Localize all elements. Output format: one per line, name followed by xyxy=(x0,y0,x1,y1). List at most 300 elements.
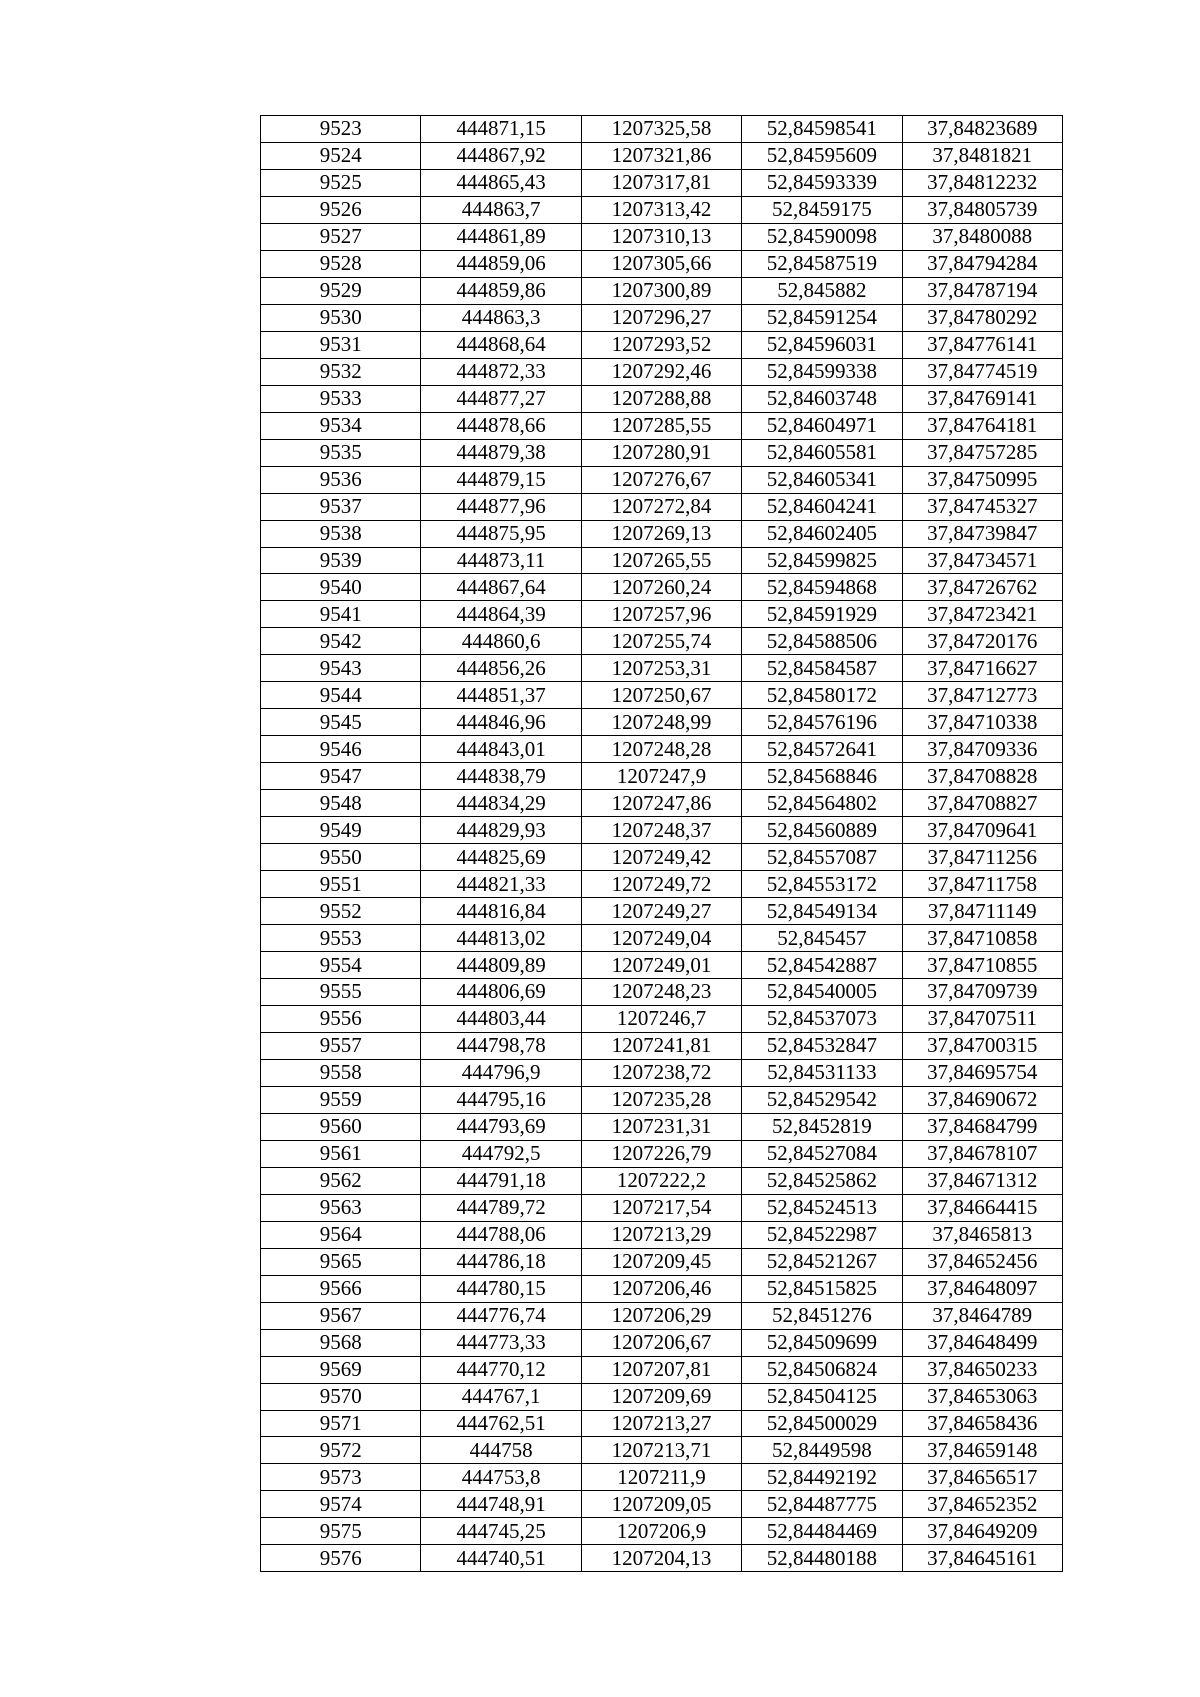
table-row xyxy=(261,1518,1063,1545)
x-coordinate-cell: 444770,12 xyxy=(421,1356,581,1383)
y-coordinate-cell: 1207206,9 xyxy=(581,1518,741,1545)
table-row xyxy=(261,1410,1063,1437)
latitude-cell: 52,84509699 xyxy=(742,1329,902,1356)
x-coordinate-cell: 444813,02 xyxy=(421,925,581,952)
latitude-cell: 52,84591929 xyxy=(742,601,902,628)
longitude-cell: 37,84653063 xyxy=(902,1383,1062,1410)
point-number-cell: 9555 xyxy=(261,979,421,1006)
table-row xyxy=(261,1113,1063,1140)
latitude-cell: 52,84506824 xyxy=(742,1356,902,1383)
x-coordinate-cell: 444863,7 xyxy=(421,196,581,223)
table-row xyxy=(261,358,1063,385)
y-coordinate-cell: 1207217,54 xyxy=(581,1194,741,1221)
longitude-cell: 37,84780292 xyxy=(902,304,1062,331)
table-row xyxy=(261,871,1063,898)
point-number-cell: 9539 xyxy=(261,547,421,574)
latitude-cell: 52,84568846 xyxy=(742,763,902,790)
y-coordinate-cell: 1207246,7 xyxy=(581,1005,741,1032)
y-coordinate-cell: 1207249,72 xyxy=(581,871,741,898)
point-number-cell: 9529 xyxy=(261,277,421,304)
y-coordinate-cell: 1207285,55 xyxy=(581,412,741,439)
y-coordinate-cell: 1207300,89 xyxy=(581,277,741,304)
table-row xyxy=(261,1248,1063,1275)
latitude-cell: 52,84492192 xyxy=(742,1464,902,1491)
y-coordinate-cell: 1207293,52 xyxy=(581,331,741,358)
longitude-cell: 37,84734571 xyxy=(902,547,1062,574)
longitude-cell: 37,84649209 xyxy=(902,1518,1062,1545)
y-coordinate-cell: 1207249,42 xyxy=(581,844,741,871)
point-number-cell: 9523 xyxy=(261,116,421,143)
latitude-cell: 52,84532847 xyxy=(742,1032,902,1059)
table-row xyxy=(261,116,1063,143)
point-number-cell: 9532 xyxy=(261,358,421,385)
latitude-cell: 52,84603748 xyxy=(742,385,902,412)
x-coordinate-cell: 444829,93 xyxy=(421,817,581,844)
latitude-cell: 52,84515825 xyxy=(742,1275,902,1302)
table-row xyxy=(261,574,1063,601)
longitude-cell: 37,84664415 xyxy=(902,1194,1062,1221)
x-coordinate-cell: 444875,95 xyxy=(421,520,581,547)
table-row xyxy=(261,1491,1063,1518)
point-number-cell: 9564 xyxy=(261,1221,421,1248)
longitude-cell: 37,84764181 xyxy=(902,412,1062,439)
y-coordinate-cell: 1207276,67 xyxy=(581,466,741,493)
x-coordinate-cell: 444879,15 xyxy=(421,466,581,493)
table-row xyxy=(261,763,1063,790)
x-coordinate-cell: 444846,96 xyxy=(421,709,581,736)
y-coordinate-cell: 1207269,13 xyxy=(581,520,741,547)
point-number-cell: 9562 xyxy=(261,1167,421,1194)
longitude-cell: 37,84648097 xyxy=(902,1275,1062,1302)
y-coordinate-cell: 1207241,81 xyxy=(581,1032,741,1059)
longitude-cell: 37,84650233 xyxy=(902,1356,1062,1383)
y-coordinate-cell: 1207248,23 xyxy=(581,979,741,1006)
longitude-cell: 37,84652352 xyxy=(902,1491,1062,1518)
latitude-cell: 52,84604241 xyxy=(742,493,902,520)
y-coordinate-cell: 1207310,13 xyxy=(581,223,741,250)
point-number-cell: 9558 xyxy=(261,1059,421,1086)
x-coordinate-cell: 444860,6 xyxy=(421,628,581,655)
table-row xyxy=(261,196,1063,223)
table-row xyxy=(261,790,1063,817)
y-coordinate-cell: 1207226,79 xyxy=(581,1140,741,1167)
point-number-cell: 9540 xyxy=(261,574,421,601)
table-row xyxy=(261,1086,1063,1113)
x-coordinate-cell: 444856,26 xyxy=(421,655,581,682)
y-coordinate-cell: 1207213,29 xyxy=(581,1221,741,1248)
y-coordinate-cell: 1207211,9 xyxy=(581,1464,741,1491)
latitude-cell: 52,84527084 xyxy=(742,1140,902,1167)
latitude-cell: 52,845457 xyxy=(742,925,902,952)
x-coordinate-cell: 444867,92 xyxy=(421,142,581,169)
table-row xyxy=(261,736,1063,763)
latitude-cell: 52,84553172 xyxy=(742,871,902,898)
latitude-cell: 52,8451276 xyxy=(742,1302,902,1329)
x-coordinate-cell: 444867,64 xyxy=(421,574,581,601)
point-number-cell: 9559 xyxy=(261,1086,421,1113)
point-number-cell: 9574 xyxy=(261,1491,421,1518)
point-number-cell: 9563 xyxy=(261,1194,421,1221)
y-coordinate-cell: 1207288,88 xyxy=(581,385,741,412)
table-row xyxy=(261,682,1063,709)
longitude-cell: 37,84769141 xyxy=(902,385,1062,412)
latitude-cell: 52,84487775 xyxy=(742,1491,902,1518)
point-number-cell: 9557 xyxy=(261,1032,421,1059)
longitude-cell: 37,84774519 xyxy=(902,358,1062,385)
point-number-cell: 9546 xyxy=(261,736,421,763)
latitude-cell: 52,84537073 xyxy=(742,1005,902,1032)
table-row xyxy=(261,466,1063,493)
x-coordinate-cell: 444859,06 xyxy=(421,250,581,277)
longitude-cell: 37,84711256 xyxy=(902,844,1062,871)
longitude-cell: 37,8465813 xyxy=(902,1221,1062,1248)
point-number-cell: 9535 xyxy=(261,439,421,466)
longitude-cell: 37,84708827 xyxy=(902,790,1062,817)
x-coordinate-cell: 444878,66 xyxy=(421,412,581,439)
y-coordinate-cell: 1207238,72 xyxy=(581,1059,741,1086)
y-coordinate-cell: 1207222,2 xyxy=(581,1167,741,1194)
latitude-cell: 52,84590098 xyxy=(742,223,902,250)
y-coordinate-cell: 1207248,37 xyxy=(581,817,741,844)
y-coordinate-cell: 1207265,55 xyxy=(581,547,741,574)
x-coordinate-cell: 444740,51 xyxy=(421,1545,581,1572)
latitude-cell: 52,84480188 xyxy=(742,1545,902,1572)
latitude-cell: 52,84602405 xyxy=(742,520,902,547)
longitude-cell: 37,84707511 xyxy=(902,1005,1062,1032)
x-coordinate-cell: 444798,78 xyxy=(421,1032,581,1059)
point-number-cell: 9533 xyxy=(261,385,421,412)
latitude-cell: 52,84500029 xyxy=(742,1410,902,1437)
x-coordinate-cell: 444864,39 xyxy=(421,601,581,628)
point-number-cell: 9560 xyxy=(261,1113,421,1140)
y-coordinate-cell: 1207207,81 xyxy=(581,1356,741,1383)
x-coordinate-cell: 444767,1 xyxy=(421,1383,581,1410)
table-row xyxy=(261,1221,1063,1248)
latitude-cell: 52,84599338 xyxy=(742,358,902,385)
y-coordinate-cell: 1207209,69 xyxy=(581,1383,741,1410)
longitude-cell: 37,84712773 xyxy=(902,682,1062,709)
x-coordinate-cell: 444825,69 xyxy=(421,844,581,871)
latitude-cell: 52,8459175 xyxy=(742,196,902,223)
y-coordinate-cell: 1207248,99 xyxy=(581,709,741,736)
table-row xyxy=(261,1437,1063,1464)
point-number-cell: 9538 xyxy=(261,520,421,547)
x-coordinate-cell: 444873,11 xyxy=(421,547,581,574)
y-coordinate-cell: 1207317,81 xyxy=(581,169,741,196)
latitude-cell: 52,84595609 xyxy=(742,142,902,169)
longitude-cell: 37,84678107 xyxy=(902,1140,1062,1167)
point-number-cell: 9552 xyxy=(261,898,421,925)
point-number-cell: 9536 xyxy=(261,466,421,493)
longitude-cell: 37,84710858 xyxy=(902,925,1062,952)
latitude-cell: 52,84549134 xyxy=(742,898,902,925)
longitude-cell: 37,84750995 xyxy=(902,466,1062,493)
table-row xyxy=(261,304,1063,331)
point-number-cell: 9568 xyxy=(261,1329,421,1356)
table-row xyxy=(261,628,1063,655)
x-coordinate-cell: 444871,15 xyxy=(421,116,581,143)
point-number-cell: 9572 xyxy=(261,1437,421,1464)
latitude-cell: 52,84529542 xyxy=(742,1086,902,1113)
x-coordinate-cell: 444796,9 xyxy=(421,1059,581,1086)
point-number-cell: 9531 xyxy=(261,331,421,358)
y-coordinate-cell: 1207280,91 xyxy=(581,439,741,466)
table-row xyxy=(261,547,1063,574)
longitude-cell: 37,84652456 xyxy=(902,1248,1062,1275)
x-coordinate-cell: 444809,89 xyxy=(421,952,581,979)
latitude-cell: 52,84504125 xyxy=(742,1383,902,1410)
y-coordinate-cell: 1207213,27 xyxy=(581,1410,741,1437)
x-coordinate-cell: 444748,91 xyxy=(421,1491,581,1518)
table-row xyxy=(261,1545,1063,1572)
point-number-cell: 9530 xyxy=(261,304,421,331)
point-number-cell: 9547 xyxy=(261,763,421,790)
x-coordinate-cell: 444816,84 xyxy=(421,898,581,925)
point-number-cell: 9569 xyxy=(261,1356,421,1383)
longitude-cell: 37,84794284 xyxy=(902,250,1062,277)
longitude-cell: 37,84812232 xyxy=(902,169,1062,196)
table-row xyxy=(261,601,1063,628)
y-coordinate-cell: 1207206,29 xyxy=(581,1302,741,1329)
table-row xyxy=(261,979,1063,1006)
x-coordinate-cell: 444780,15 xyxy=(421,1275,581,1302)
table-row xyxy=(261,1140,1063,1167)
point-number-cell: 9541 xyxy=(261,601,421,628)
point-number-cell: 9571 xyxy=(261,1410,421,1437)
longitude-cell: 37,84745327 xyxy=(902,493,1062,520)
y-coordinate-cell: 1207249,04 xyxy=(581,925,741,952)
point-number-cell: 9550 xyxy=(261,844,421,871)
latitude-cell: 52,84587519 xyxy=(742,250,902,277)
latitude-cell: 52,84522987 xyxy=(742,1221,902,1248)
y-coordinate-cell: 1207292,46 xyxy=(581,358,741,385)
point-number-cell: 9575 xyxy=(261,1518,421,1545)
longitude-cell: 37,84720176 xyxy=(902,628,1062,655)
table-row xyxy=(261,223,1063,250)
x-coordinate-cell: 444758 xyxy=(421,1437,581,1464)
table-row xyxy=(261,1302,1063,1329)
x-coordinate-cell: 444851,37 xyxy=(421,682,581,709)
y-coordinate-cell: 1207313,42 xyxy=(581,196,741,223)
x-coordinate-cell: 444776,74 xyxy=(421,1302,581,1329)
coordinates-table-body xyxy=(261,116,1063,1572)
x-coordinate-cell: 444877,27 xyxy=(421,385,581,412)
latitude-cell: 52,84557087 xyxy=(742,844,902,871)
y-coordinate-cell: 1207206,46 xyxy=(581,1275,741,1302)
point-number-cell: 9545 xyxy=(261,709,421,736)
y-coordinate-cell: 1207296,27 xyxy=(581,304,741,331)
table-row xyxy=(261,493,1063,520)
longitude-cell: 37,84805739 xyxy=(902,196,1062,223)
point-number-cell: 9554 xyxy=(261,952,421,979)
x-coordinate-cell: 444868,64 xyxy=(421,331,581,358)
longitude-cell: 37,84658436 xyxy=(902,1410,1062,1437)
y-coordinate-cell: 1207247,86 xyxy=(581,790,741,817)
longitude-cell: 37,84716627 xyxy=(902,655,1062,682)
point-number-cell: 9565 xyxy=(261,1248,421,1275)
longitude-cell: 37,84710855 xyxy=(902,952,1062,979)
y-coordinate-cell: 1207235,28 xyxy=(581,1086,741,1113)
point-number-cell: 9549 xyxy=(261,817,421,844)
y-coordinate-cell: 1207206,67 xyxy=(581,1329,741,1356)
point-number-cell: 9573 xyxy=(261,1464,421,1491)
longitude-cell: 37,84710338 xyxy=(902,709,1062,736)
table-row xyxy=(261,412,1063,439)
point-number-cell: 9561 xyxy=(261,1140,421,1167)
x-coordinate-cell: 444788,06 xyxy=(421,1221,581,1248)
table-row xyxy=(261,385,1063,412)
y-coordinate-cell: 1207248,28 xyxy=(581,736,741,763)
y-coordinate-cell: 1207260,24 xyxy=(581,574,741,601)
table-row xyxy=(261,1275,1063,1302)
y-coordinate-cell: 1207213,71 xyxy=(581,1437,741,1464)
y-coordinate-cell: 1207204,13 xyxy=(581,1545,741,1572)
latitude-cell: 52,84593339 xyxy=(742,169,902,196)
latitude-cell: 52,84604971 xyxy=(742,412,902,439)
y-coordinate-cell: 1207325,58 xyxy=(581,116,741,143)
longitude-cell: 37,84823689 xyxy=(902,116,1062,143)
point-number-cell: 9544 xyxy=(261,682,421,709)
y-coordinate-cell: 1207209,05 xyxy=(581,1491,741,1518)
latitude-cell: 52,84542887 xyxy=(742,952,902,979)
latitude-cell: 52,84576196 xyxy=(742,709,902,736)
longitude-cell: 37,84690672 xyxy=(902,1086,1062,1113)
latitude-cell: 52,84524513 xyxy=(742,1194,902,1221)
longitude-cell: 37,84711149 xyxy=(902,898,1062,925)
latitude-cell: 52,845882 xyxy=(742,277,902,304)
latitude-cell: 52,84531133 xyxy=(742,1059,902,1086)
x-coordinate-cell: 444865,43 xyxy=(421,169,581,196)
table-row xyxy=(261,520,1063,547)
table-row xyxy=(261,169,1063,196)
coordinates-table xyxy=(260,115,1063,1572)
point-number-cell: 9566 xyxy=(261,1275,421,1302)
y-coordinate-cell: 1207231,31 xyxy=(581,1113,741,1140)
point-number-cell: 9524 xyxy=(261,142,421,169)
longitude-cell: 37,84723421 xyxy=(902,601,1062,628)
x-coordinate-cell: 444838,79 xyxy=(421,763,581,790)
table-row xyxy=(261,844,1063,871)
x-coordinate-cell: 444834,29 xyxy=(421,790,581,817)
longitude-cell: 37,84695754 xyxy=(902,1059,1062,1086)
latitude-cell: 52,84599825 xyxy=(742,547,902,574)
table-row xyxy=(261,709,1063,736)
longitude-cell: 37,84708828 xyxy=(902,763,1062,790)
longitude-cell: 37,84648499 xyxy=(902,1329,1062,1356)
point-number-cell: 9551 xyxy=(261,871,421,898)
longitude-cell: 37,84700315 xyxy=(902,1032,1062,1059)
table-row xyxy=(261,1194,1063,1221)
table-row xyxy=(261,655,1063,682)
point-number-cell: 9556 xyxy=(261,1005,421,1032)
y-coordinate-cell: 1207257,96 xyxy=(581,601,741,628)
latitude-cell: 52,84588506 xyxy=(742,628,902,655)
longitude-cell: 37,8481821 xyxy=(902,142,1062,169)
point-number-cell: 9570 xyxy=(261,1383,421,1410)
y-coordinate-cell: 1207321,86 xyxy=(581,142,741,169)
table-row xyxy=(261,331,1063,358)
point-number-cell: 9528 xyxy=(261,250,421,277)
latitude-cell: 52,84521267 xyxy=(742,1248,902,1275)
point-number-cell: 9553 xyxy=(261,925,421,952)
x-coordinate-cell: 444791,18 xyxy=(421,1167,581,1194)
x-coordinate-cell: 444806,69 xyxy=(421,979,581,1006)
latitude-cell: 52,84584587 xyxy=(742,655,902,682)
latitude-cell: 52,84484469 xyxy=(742,1518,902,1545)
x-coordinate-cell: 444745,25 xyxy=(421,1518,581,1545)
point-number-cell: 9542 xyxy=(261,628,421,655)
table-row xyxy=(261,1464,1063,1491)
y-coordinate-cell: 1207272,84 xyxy=(581,493,741,520)
x-coordinate-cell: 444803,44 xyxy=(421,1005,581,1032)
longitude-cell: 37,84787194 xyxy=(902,277,1062,304)
longitude-cell: 37,84726762 xyxy=(902,574,1062,601)
y-coordinate-cell: 1207253,31 xyxy=(581,655,741,682)
latitude-cell: 52,84540005 xyxy=(742,979,902,1006)
table-row xyxy=(261,142,1063,169)
x-coordinate-cell: 444773,33 xyxy=(421,1329,581,1356)
latitude-cell: 52,84591254 xyxy=(742,304,902,331)
latitude-cell: 52,84560889 xyxy=(742,817,902,844)
table-row xyxy=(261,1167,1063,1194)
table-row xyxy=(261,250,1063,277)
x-coordinate-cell: 444859,86 xyxy=(421,277,581,304)
point-number-cell: 9526 xyxy=(261,196,421,223)
y-coordinate-cell: 1207305,66 xyxy=(581,250,741,277)
table-row xyxy=(261,277,1063,304)
y-coordinate-cell: 1207209,45 xyxy=(581,1248,741,1275)
x-coordinate-cell: 444877,96 xyxy=(421,493,581,520)
longitude-cell: 37,8480088 xyxy=(902,223,1062,250)
point-number-cell: 9534 xyxy=(261,412,421,439)
latitude-cell: 52,84605581 xyxy=(742,439,902,466)
latitude-cell: 52,84564802 xyxy=(742,790,902,817)
x-coordinate-cell: 444863,3 xyxy=(421,304,581,331)
x-coordinate-cell: 444792,5 xyxy=(421,1140,581,1167)
longitude-cell: 37,8464789 xyxy=(902,1302,1062,1329)
latitude-cell: 52,84598541 xyxy=(742,116,902,143)
point-number-cell: 9527 xyxy=(261,223,421,250)
longitude-cell: 37,84684799 xyxy=(902,1113,1062,1140)
x-coordinate-cell: 444821,33 xyxy=(421,871,581,898)
longitude-cell: 37,84757285 xyxy=(902,439,1062,466)
longitude-cell: 37,84645161 xyxy=(902,1545,1062,1572)
table-row xyxy=(261,1005,1063,1032)
latitude-cell: 52,8449598 xyxy=(742,1437,902,1464)
table-row xyxy=(261,952,1063,979)
longitude-cell: 37,84711758 xyxy=(902,871,1062,898)
point-number-cell: 9543 xyxy=(261,655,421,682)
latitude-cell: 52,84525862 xyxy=(742,1167,902,1194)
x-coordinate-cell: 444786,18 xyxy=(421,1248,581,1275)
longitude-cell: 37,84709641 xyxy=(902,817,1062,844)
point-number-cell: 9537 xyxy=(261,493,421,520)
y-coordinate-cell: 1207249,01 xyxy=(581,952,741,979)
longitude-cell: 37,84656517 xyxy=(902,1464,1062,1491)
latitude-cell: 52,8452819 xyxy=(742,1113,902,1140)
point-number-cell: 9576 xyxy=(261,1545,421,1572)
latitude-cell: 52,84572641 xyxy=(742,736,902,763)
latitude-cell: 52,84580172 xyxy=(742,682,902,709)
table-row xyxy=(261,1032,1063,1059)
table-row xyxy=(261,898,1063,925)
x-coordinate-cell: 444762,51 xyxy=(421,1410,581,1437)
point-number-cell: 9567 xyxy=(261,1302,421,1329)
y-coordinate-cell: 1207255,74 xyxy=(581,628,741,655)
x-coordinate-cell: 444789,72 xyxy=(421,1194,581,1221)
latitude-cell: 52,84605341 xyxy=(742,466,902,493)
longitude-cell: 37,84671312 xyxy=(902,1167,1062,1194)
